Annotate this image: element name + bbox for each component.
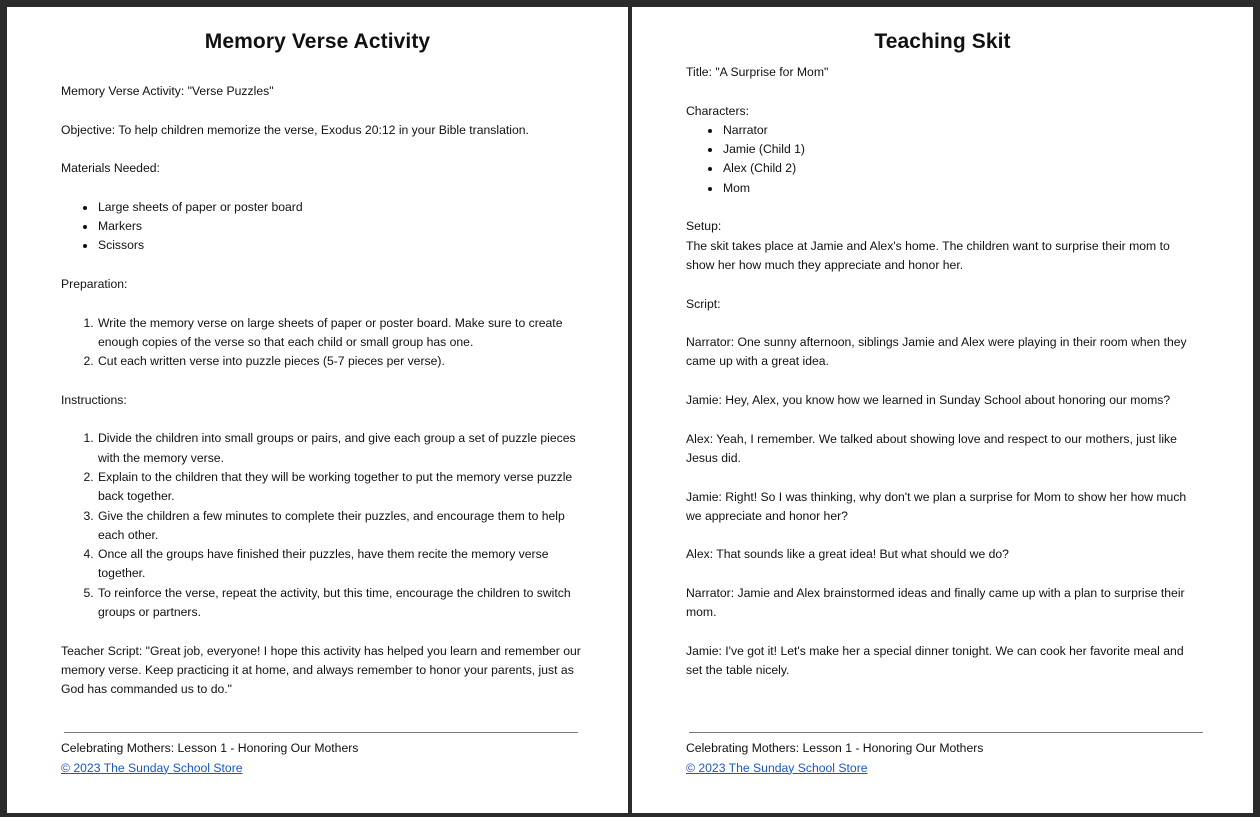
objective-text: Objective: To help children memorize the verse, Exodus 20:12 in your Bible translation. <box>61 122 529 137</box>
list-item: 2. Explain to the children that they will be working together to put the memory verse puzzle back together. <box>97 468 582 507</box>
instructions-heading: Instructions: <box>61 392 127 407</box>
preparation-list <box>61 314 582 372</box>
page-title: Teaching Skit <box>874 30 1011 53</box>
script-line: Jamie: I've got it! Let's make her a special dinner tonight. We can cook her favorite meal and set the table nicely. <box>686 643 1184 678</box>
page-content <box>61 7 582 700</box>
page-memory-verse-activity <box>7 7 628 813</box>
instructions-list <box>61 429 582 622</box>
footer-lesson: Celebrating Mothers: Lesson 1 - Honoring Our Mothers <box>686 741 984 755</box>
list-item: 1. Divide the children into small groups or pairs, and give each group a set of puzzle pieces with the memory verse. <box>97 429 582 468</box>
list-item: • Scissors <box>97 236 582 255</box>
list-item: 5. To reinforce the verse, repeat the activity, but this time, encourage the children to switch groups or partners. <box>97 584 582 623</box>
setup-heading: Setup: <box>686 219 722 234</box>
page-title: Memory Verse Activity <box>204 30 431 53</box>
copyright-link[interactable]: © 2023 The Sunday School Store <box>686 760 868 775</box>
footer-lesson: Celebrating Mothers: Lesson 1 - Honoring Our Mothers <box>61 741 359 755</box>
page-footer <box>686 732 1207 778</box>
list-item: • Large sheets of paper or poster board <box>97 198 582 217</box>
script-line: Alex: Yeah, I remember. We talked about showing love and respect to our mothers, just like Jesus did. <box>686 431 1177 465</box>
list-item: • Jamie (Child 1) <box>722 140 1201 159</box>
teacher-script: Teacher Script: "Great job, everyone! I hope this activity has helped you learn and remember our memory verse. Keep practicing it at home, and always remember to honor your parents, just as God has commanded us to do." <box>61 643 581 697</box>
materials-list <box>61 198 582 256</box>
page-teaching-skit <box>632 7 1253 813</box>
footer-divider <box>689 732 1203 733</box>
list-item: • Narrator <box>722 121 1201 140</box>
activity-intro: Memory Verse Activity: "Verse Puzzles" <box>61 84 274 98</box>
preparation-heading: Preparation: <box>61 276 128 291</box>
list-item: 2. Cut each written verse into puzzle pieces (5-7 pieces per verse). <box>97 352 582 371</box>
copyright-link[interactable]: © 2023 The Sunday School Store <box>61 760 243 775</box>
list-item: 4. Once all the groups have finished their puzzles, have them recite the memory verse together. <box>97 545 582 584</box>
page-footer <box>61 732 582 778</box>
list-item: 1. Write the memory verse on large sheets of paper or poster board. Make sure to create enough copies of the verse so that each child or small group has one. <box>97 314 582 353</box>
list-item: • Markers <box>97 217 582 236</box>
list-item: • Mom <box>722 179 1201 198</box>
materials-heading: Materials Needed: <box>61 161 160 176</box>
script-line: Jamie: Hey, Alex, you know how we learned in Sunday School about honoring our moms? <box>686 393 1171 408</box>
characters-list <box>686 121 1201 198</box>
skit-title: Title: "A Surprise for Mom" <box>686 65 829 79</box>
page-content <box>686 7 1201 681</box>
script-heading: Script: <box>686 296 721 311</box>
characters-heading: Characters: <box>686 103 749 118</box>
script-line: Alex: That sounds like a great idea! But what should we do? <box>686 547 1009 562</box>
list-item: 3. Give the children a few minutes to complete their puzzles, and encourage them to help each other. <box>97 507 582 546</box>
script-line: Jamie: Right! So I was thinking, why don't we plan a surprise for Mom to show her how much we appreciate and honor her? <box>686 489 1187 523</box>
script-line: Narrator: One sunny afternoon, siblings Jamie and Alex were playing in their room when they came up with a great idea. <box>686 335 1187 369</box>
script-line: Narrator: Jamie and Alex brainstormed ideas and finally came up with a plan to surprise their mom. <box>686 586 1185 620</box>
footer-divider <box>64 732 578 733</box>
setup-text: The skit takes place at Jamie and Alex's home. The children want to surprise their mom to show her how much they appreciate and honor her. <box>686 238 1170 272</box>
list-item: • Alex (Child 2) <box>722 159 1201 178</box>
